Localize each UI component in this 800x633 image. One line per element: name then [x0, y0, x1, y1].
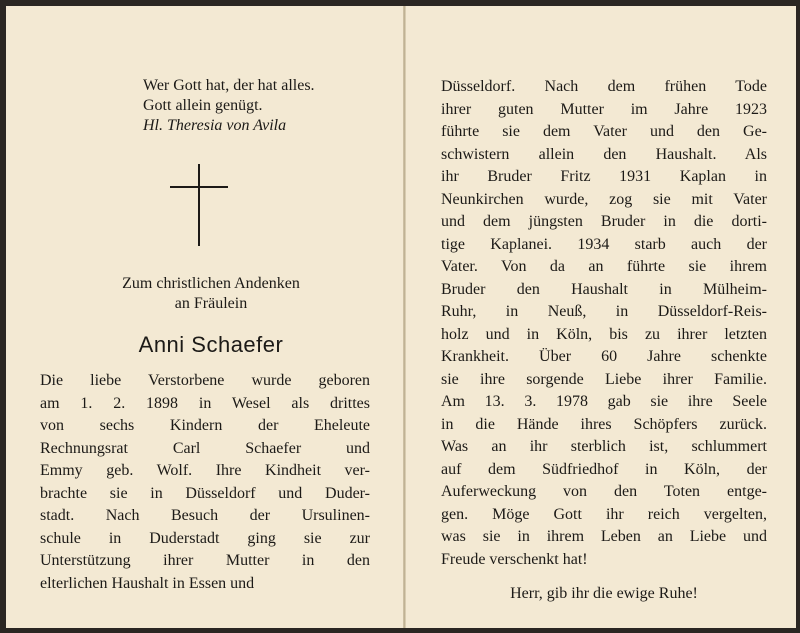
text-line: tige Kaplanei. 1934 starb auch der — [441, 235, 767, 253]
text-line: Die liebe Verstorbene wurde geboren — [40, 372, 370, 389]
text-line: holz und in Köln, bis zu ihrer letzten — [441, 325, 767, 343]
card-fold — [403, 6, 406, 628]
text-line: und dem jüngsten Bruder in die dorti- — [441, 213, 767, 230]
text-line: stadt. Nach Besuch der Ursulinen- — [40, 507, 370, 524]
closing-prayer: Herr, gib ihr die ewige Ruhe! — [510, 585, 698, 602]
text-line: Freude verschenkt hat! — [441, 550, 588, 568]
motto-attribution: Hl. Theresia von Avila — [143, 117, 287, 134]
text-line: Am 13. 3. 1978 gab sie ihre Seele — [441, 393, 767, 410]
text-line: in die Hände ihres Schöpfers zurück. — [441, 415, 767, 433]
biography-right — [441, 76, 767, 571]
text-line: Was an ihr sterblich ist, schlummert — [441, 438, 767, 455]
text-line: Vater. Von da an führte sie ihrem — [441, 258, 767, 275]
text-line: führte sie dem Vater und den Ge- — [441, 123, 767, 140]
left-page — [40, 76, 370, 595]
text-line: auf dem Südfriedhof in Köln, der — [441, 460, 767, 478]
memorial-heading — [52, 274, 370, 314]
text-line: Ruhr, in Neuß, in Düsseldorf-Reis- — [441, 303, 767, 320]
text-line: Neunkirchen wurde, zog sie mit Vater — [441, 190, 767, 208]
motto-line: Gott allein genügt. — [143, 97, 263, 114]
text-line: was sie in ihrem Leben an Liebe und — [441, 528, 767, 545]
motto-line: Wer Gott hat, der hat alles. — [143, 77, 315, 94]
text-line: gen. Möge Gott ihr reich vergelten, — [441, 505, 767, 523]
memorial-line: an Fräulein — [174, 295, 248, 312]
text-line: am 1. 2. 1898 in Wesel als drittes — [40, 394, 370, 412]
text-line: Emmy geb. Wolf. Ihre Kindheit ver- — [40, 462, 370, 479]
deceased-name: Anni Schaefer — [138, 332, 284, 357]
text-line: schwistern allein den Haushalt. Als — [441, 145, 767, 163]
text-line: Bruder den Haushalt in Mülheim- — [441, 280, 767, 298]
text-line: Düsseldorf. Nach dem frühen Tode — [441, 78, 767, 95]
right-page — [441, 76, 767, 603]
text-line: sie ihre sorgende Liebe ihrer Familie. — [441, 370, 767, 388]
text-line: Auferweckung von den Toten entge- — [441, 483, 767, 500]
text-line: elterlichen Haushalt in Essen und — [40, 574, 255, 592]
text-line: von sechs Kindern der Eheleute — [40, 417, 370, 434]
text-line: schule in Duderstadt ging sie zur — [40, 529, 370, 547]
cross-icon — [170, 164, 230, 246]
text-line: Rechnungsrat Carl Schaefer und — [40, 439, 370, 457]
text-line: Krankheit. Über 60 Jahre schenkte — [441, 348, 767, 365]
text-line: ihrer guten Mutter im Jahre 1923 — [441, 100, 767, 118]
motto — [143, 76, 370, 136]
biography-left — [40, 370, 370, 595]
text-line: Unterstützung ihrer Mutter in den — [40, 552, 370, 569]
text-line: ihr Bruder Fritz 1931 Kaplan in — [441, 168, 767, 185]
text-line: brachte sie in Düsseldorf und Duder- — [40, 484, 370, 502]
memorial-line: Zum christlichen Andenken — [122, 275, 300, 292]
